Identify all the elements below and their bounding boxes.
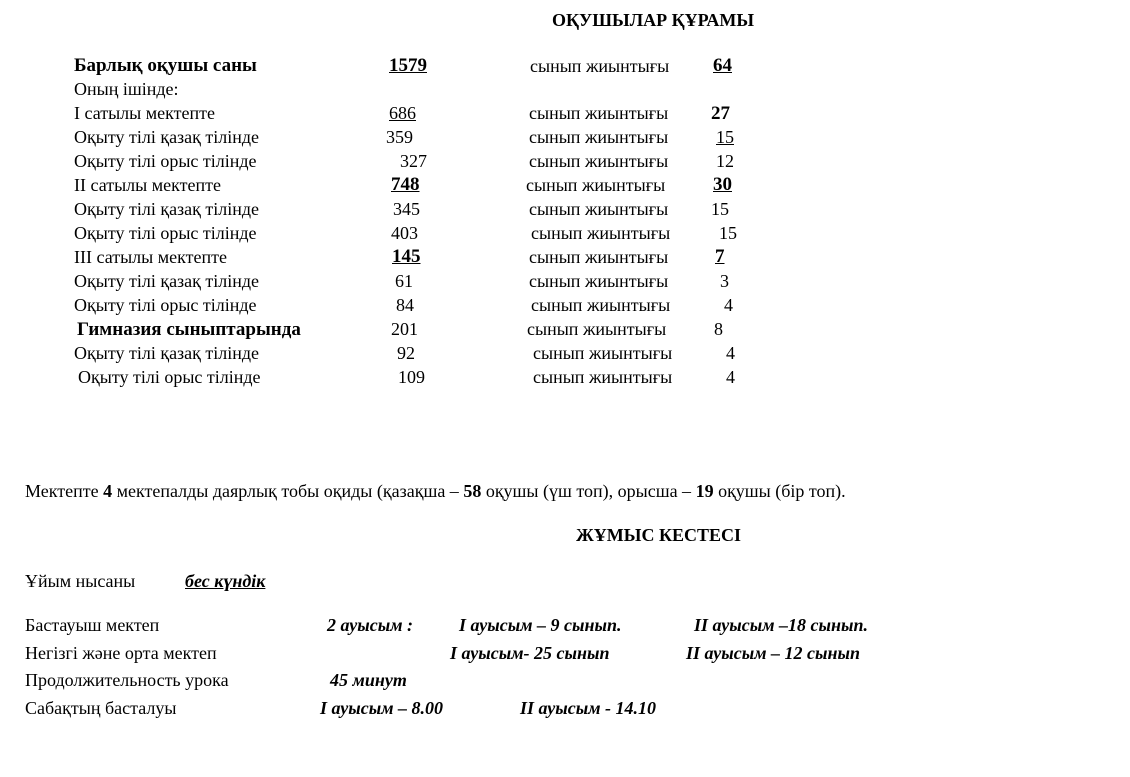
row-count: 92	[397, 343, 415, 363]
row-label: Гимназия сыныптарында	[77, 319, 301, 340]
row-classes: 4	[726, 367, 735, 387]
preschool-russian-count: 19	[695, 481, 714, 501]
start-shift2: ІІ ауысым - 14.10	[520, 698, 657, 718]
preschool-text: Мектепте	[25, 481, 104, 501]
row-class-label: сынып жиынтығы	[529, 151, 669, 171]
lesson-label: Продолжительность урока	[25, 670, 229, 690]
row-classes: 8	[714, 319, 723, 339]
class-label: сынып жиынтығы	[530, 56, 670, 76]
secondary-shift1: І ауысым- 25 сынып	[450, 643, 610, 663]
total-classes: 64	[713, 55, 732, 76]
row-count: 345	[393, 199, 420, 219]
row-label: Оқыту тілі орыс тілінде	[74, 295, 257, 315]
row-label: І сатылы мектепте	[74, 103, 215, 123]
lesson-value: 45 минут	[330, 670, 407, 690]
row-count: 403	[391, 223, 418, 243]
row-count: 145	[392, 246, 421, 267]
row-label: Оқыту тілі орыс тілінде	[78, 367, 261, 387]
primary-shift2: ІІ ауысым –18 сынып.	[694, 615, 869, 635]
preschool-text: мектепалды даярлық тобы оқиды (қазақша –	[112, 481, 464, 501]
row-label: Оқыту тілі қазақ тілінде	[74, 199, 260, 219]
preschool-groups-count: 4	[103, 481, 113, 501]
row-label: Оқыту тілі қазақ тілінде	[74, 343, 260, 363]
start-shift1: І ауысым – 8.00	[320, 698, 444, 718]
row-classes: 12	[716, 151, 734, 171]
schedule-title: ЖҰМЫС КЕСТЕСІ	[576, 525, 742, 545]
form-value: бес күндік	[185, 571, 266, 591]
row-count: 201	[391, 319, 418, 339]
row-classes: 15	[716, 127, 734, 147]
primary-shift1: І ауысым – 9 сынып.	[459, 615, 622, 635]
including-label: Оның ішінде:	[74, 79, 179, 99]
row-class-label: сынып жиынтығы	[533, 343, 673, 363]
row-label: ІІ сатылы мектепте	[74, 175, 221, 195]
row-label: ІІІ сатылы мектепте	[74, 247, 227, 267]
row-count: 109	[398, 367, 425, 387]
row-class-label: сынып жиынтығы	[529, 247, 669, 267]
row-count: 686	[389, 103, 416, 123]
row-class-label: сынып жиынтығы	[529, 271, 669, 291]
row-class-label: сынып жиынтығы	[529, 103, 669, 123]
form-label: Ұйым нысаны	[25, 571, 136, 591]
preschool-text: оқушы (үш топ), орысша –	[481, 481, 696, 501]
row-label: Оқыту тілі орыс тілінде	[74, 151, 257, 171]
composition-title: ОҚУШЫЛАР ҚҰРАМЫ	[552, 10, 755, 30]
row-class-label: сынып жиынтығы	[526, 175, 666, 195]
preschool-sentence	[25, 482, 846, 500]
total-label: Барлық оқушы саны	[74, 55, 257, 76]
row-count: 84	[396, 295, 414, 315]
row-label: Оқыту тілі орыс тілінде	[74, 223, 257, 243]
primary-shifts: 2 ауысым :	[327, 615, 414, 635]
row-count: 327	[400, 151, 427, 171]
row-count: 61	[395, 271, 413, 291]
row-class-label: сынып жиынтығы	[529, 127, 669, 147]
row-class-label: сынып жиынтығы	[529, 199, 669, 219]
row-classes: 15	[719, 223, 737, 243]
row-class-label: сынып жиынтығы	[527, 319, 667, 339]
row-classes: 7	[715, 246, 725, 267]
primary-label: Бастауыш мектеп	[25, 615, 160, 635]
row-count: 748	[391, 174, 420, 195]
row-class-label: сынып жиынтығы	[531, 223, 671, 243]
start-label: Сабақтың басталуы	[25, 698, 177, 718]
row-count: 359	[386, 127, 413, 147]
row-label: Оқыту тілі қазақ тілінде	[74, 271, 260, 291]
row-class-label: сынып жиынтығы	[533, 367, 673, 387]
row-classes: 4	[726, 343, 735, 363]
total-value: 1579	[389, 55, 427, 76]
row-label: Оқыту тілі қазақ тілінде	[74, 127, 260, 147]
preschool-kazakh-count: 58	[463, 481, 482, 501]
row-classes: 3	[720, 271, 729, 291]
row-classes: 27	[711, 103, 730, 124]
row-classes: 15	[711, 199, 729, 219]
row-classes: 30	[713, 174, 732, 195]
secondary-label: Негізгі және орта мектеп	[25, 643, 217, 663]
secondary-shift2: ІІ ауысым – 12 сынып	[686, 643, 861, 663]
row-class-label: сынып жиынтығы	[531, 295, 671, 315]
row-classes: 4	[724, 295, 733, 315]
preschool-text: оқушы (бір топ).	[713, 481, 846, 501]
